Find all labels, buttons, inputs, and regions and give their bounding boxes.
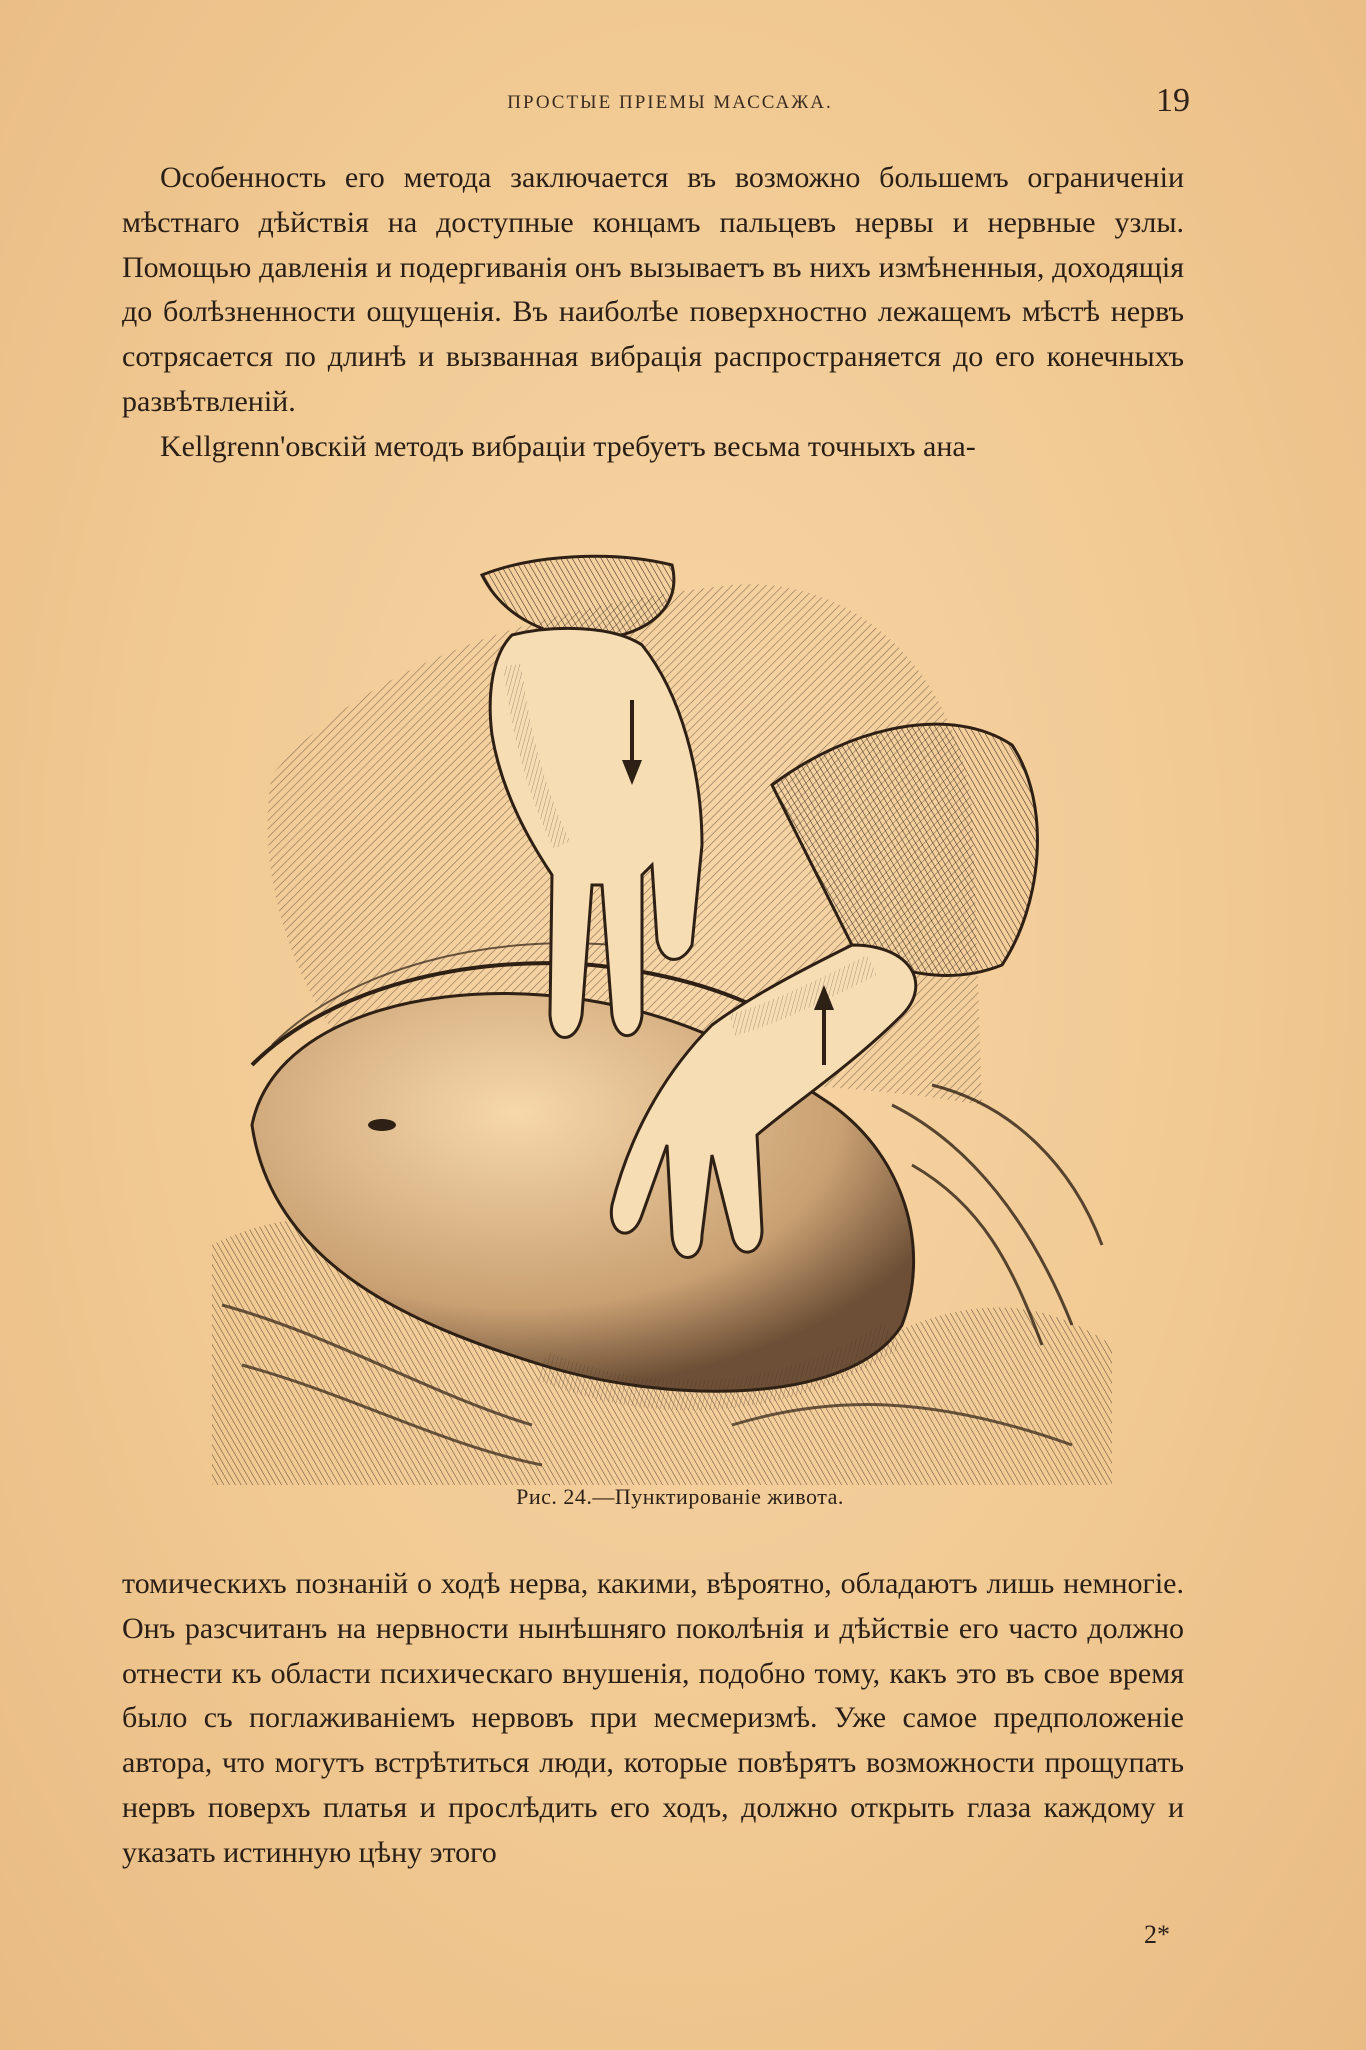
massage-illustration [212, 545, 1112, 1485]
navel [368, 1119, 396, 1131]
paragraph: Kellgrenn'овскiй методъ вибрацiи требуетъ весьма точныхъ ана- [160, 429, 976, 463]
text-block-bottom [122, 1562, 1184, 1876]
figure-caption: Рис. 24.—Пунктированiе живота. [516, 1484, 844, 1509]
paragraph: Особенность его метода заключается въ возможно большемъ ограниченiи мѣстнаго дѣйствiя на доступные концамъ пальцевъ нервы и нервные узлы. Помощью давленiя и подергиванiя онъ вызываетъ въ нихъ измѣненныя, доходящiя до болѣзненности ощущенiя. Въ наиболѣе поверхностно лежащемъ мѣстѣ нервъ сотрясается по длинѣ и вызванная вибрацiя распространяется до его конечныхъ развѣтвленiй. [122, 161, 1184, 418]
paragraph: томическихъ познанiй о ходѣ нерва, какими, вѣроятно, обладаютъ лишь немногiе. Онъ разсчитанъ на нервности нынѣшняго поколѣнiя и дѣйствiе его часто должно отнести къ области психическаго внушенiя, подобно тому, какъ это въ свое время было съ поглаживанiемъ нервовъ при месмеризмѣ. Уже самое предположенiе автора, что могутъ встрѣтиться люди, которые повѣрятъ возможности прощупать нервъ поверхъ платья и прослѣдить его ходъ, должно открыть глаза каждому и указать истинную цѣну этого [122, 1567, 1184, 1869]
page-number: 19 [1156, 82, 1190, 119]
signature-mark: 2* [1144, 1920, 1170, 1949]
text-block-top [122, 156, 1184, 470]
engraving-figure [212, 545, 1112, 1485]
running-head: ПРОСТЫЕ ПРIЕМЫ МАССАЖА. [507, 92, 833, 113]
